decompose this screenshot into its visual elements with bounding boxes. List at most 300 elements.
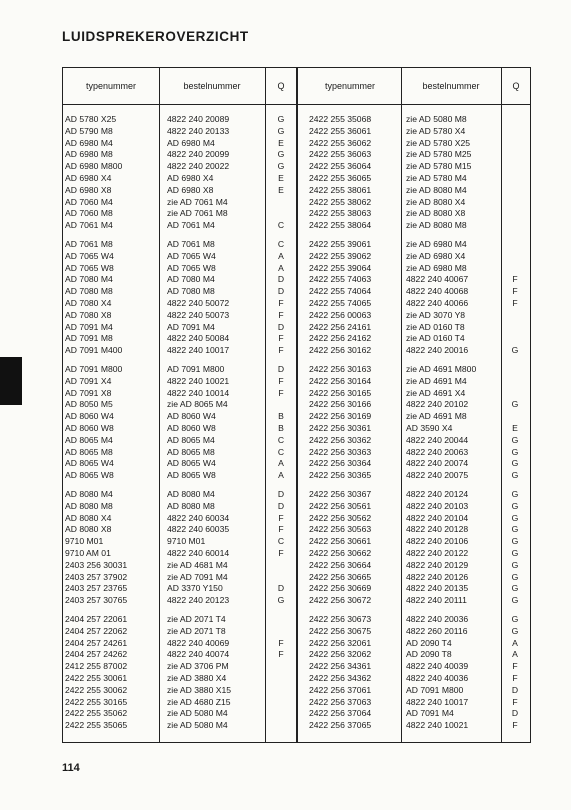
q-cell: C bbox=[277, 239, 285, 249]
table-row bbox=[63, 364, 530, 376]
bestelnummer-cell: 4822 240 20104 bbox=[406, 512, 469, 523]
typenummer-cell: 2422 255 74063 bbox=[309, 274, 372, 285]
bestelnummer-cell: 4822 240 20123 bbox=[167, 595, 230, 606]
typenummer-cell: AD 8065 W4 bbox=[65, 458, 114, 469]
typenummer-cell: 2422 256 30662 bbox=[309, 548, 372, 558]
table-row bbox=[63, 661, 530, 673]
q-cell: G bbox=[511, 536, 519, 547]
typenummer-cell: 2422 256 37065 bbox=[309, 720, 372, 731]
q-cell: G bbox=[511, 625, 519, 636]
q-cell: A bbox=[278, 470, 284, 481]
typenummer-cell: 2422 256 30363 bbox=[309, 446, 372, 457]
table-row bbox=[63, 251, 530, 263]
table-row bbox=[63, 708, 530, 720]
bestelnummer-cell: 4822 240 50072 bbox=[167, 298, 230, 308]
table-row bbox=[63, 524, 530, 536]
typenummer-cell: AD 8065 M4 bbox=[65, 434, 113, 445]
typenummer-cell: AD 8080 X8 bbox=[65, 524, 112, 535]
q-cell: F bbox=[512, 696, 518, 707]
bestelnummer-cell: zie AD 3070 Y8 bbox=[406, 309, 466, 320]
table-row bbox=[63, 548, 530, 560]
table-row bbox=[63, 614, 530, 626]
typenummer-cell: 9710 M01 bbox=[65, 536, 104, 547]
q-cell: C bbox=[277, 446, 285, 457]
typenummer-cell: 2422 255 39062 bbox=[309, 250, 372, 261]
bestelnummer-cell: 4822 240 20016 bbox=[406, 345, 469, 356]
q-cell: C bbox=[277, 434, 285, 445]
typenummer-cell: 2422 256 30361 bbox=[309, 423, 372, 433]
typenummer-cell: 2422 256 00063 bbox=[309, 309, 372, 320]
bestelnummer-cell: zie AD 5780 M25 bbox=[406, 149, 472, 160]
bestelnummer-cell: 4822 240 40074 bbox=[167, 649, 230, 660]
typenummer-cell: 2422 256 37061 bbox=[309, 684, 372, 695]
bestelnummer-cell: AD 8065 M4 bbox=[167, 434, 215, 445]
bestelnummer-cell: AD 8060 W4 bbox=[167, 411, 216, 422]
q-cell: F bbox=[278, 345, 284, 356]
q-cell: D bbox=[277, 364, 285, 374]
typenummer-cell: 2422 255 39064 bbox=[309, 262, 372, 273]
bestelnummer-cell: 4822 240 20126 bbox=[406, 571, 469, 582]
typenummer-cell: 2422 255 74065 bbox=[309, 298, 372, 308]
typenummer-cell: 2422 256 30665 bbox=[309, 571, 372, 582]
typenummer-cell: 2422 256 30163 bbox=[309, 364, 372, 374]
bestelnummer-cell: AD 7091 M800 bbox=[406, 684, 464, 695]
bestelnummer-cell: zie AD 8065 M4 bbox=[167, 399, 228, 410]
typenummer-cell: 2422 256 30664 bbox=[309, 559, 372, 570]
q-cell: G bbox=[511, 583, 519, 594]
bestelnummer-cell: AD 7091 M800 bbox=[167, 364, 225, 374]
bestelnummer-cell: 4822 240 40068 bbox=[406, 286, 469, 297]
typenummer-cell: 2422 255 38061 bbox=[309, 184, 372, 195]
header-typenummer-left: typenummer bbox=[85, 81, 137, 91]
typenummer-cell: 2422 255 35068 bbox=[309, 114, 372, 124]
bestelnummer-cell: 4822 240 20106 bbox=[406, 536, 469, 547]
bestelnummer-cell: zie AD 5780 M15 bbox=[406, 161, 472, 172]
table-row bbox=[63, 322, 530, 334]
q-cell: D bbox=[277, 321, 285, 332]
typenummer-cell: 2422 256 30166 bbox=[309, 399, 372, 410]
bestelnummer-cell: AD 6980 X4 bbox=[167, 173, 214, 183]
bestelnummer-cell: zie AD 4681 M4 bbox=[167, 559, 228, 570]
table-row bbox=[63, 345, 530, 357]
bestelnummer-cell: 4822 240 20075 bbox=[406, 470, 469, 481]
typenummer-cell: 2422 256 32062 bbox=[309, 649, 372, 660]
q-cell: F bbox=[512, 673, 518, 683]
typenummer-cell: AD 7091 X4 bbox=[65, 375, 112, 386]
q-cell: A bbox=[512, 637, 518, 648]
bestelnummer-cell: 4822 240 20102 bbox=[406, 399, 469, 410]
bestelnummer-cell: AD 8065 W8 bbox=[167, 470, 216, 481]
q-cell: F bbox=[512, 298, 518, 308]
table-row bbox=[63, 423, 530, 435]
table-row bbox=[63, 197, 530, 209]
q-cell: F bbox=[278, 333, 284, 344]
bestelnummer-cell: AD 8065 W4 bbox=[167, 458, 216, 469]
typenummer-cell: AD 8080 M8 bbox=[65, 500, 113, 511]
bestelnummer-cell: AD 3590 X4 bbox=[406, 423, 453, 433]
typenummer-cell: AD 7091 M400 bbox=[65, 345, 123, 356]
q-cell: C bbox=[277, 536, 285, 547]
bestelnummer-cell: AD 7065 W4 bbox=[167, 250, 216, 261]
q-cell: G bbox=[277, 114, 285, 124]
bestelnummer-cell: 4822 240 40067 bbox=[406, 274, 469, 285]
q-cell: G bbox=[511, 500, 519, 511]
typenummer-cell: 9710 AM 01 bbox=[65, 548, 111, 558]
q-cell: F bbox=[278, 637, 284, 648]
bestelnummer-cell: AD 7091 M4 bbox=[167, 321, 215, 332]
typenummer-cell: 2404 257 24262 bbox=[65, 649, 128, 660]
typenummer-cell: 2404 257 22061 bbox=[65, 614, 128, 624]
bestelnummer-cell: AD 7091 M4 bbox=[406, 708, 454, 719]
table-row bbox=[63, 470, 530, 482]
typenummer-cell: AD 7091 M800 bbox=[65, 364, 123, 374]
typenummer-cell: AD 5790 M8 bbox=[65, 125, 113, 136]
typenummer-cell: 2422 256 34362 bbox=[309, 673, 372, 683]
typenummer-cell: AD 7065 W4 bbox=[65, 250, 114, 261]
table-row bbox=[63, 399, 530, 411]
q-cell: D bbox=[277, 489, 285, 499]
table-row bbox=[63, 649, 530, 661]
bestelnummer-cell: AD 8080 M4 bbox=[167, 489, 215, 499]
bestelnummer-cell: AD 7065 W8 bbox=[167, 262, 216, 273]
bestelnummer-cell: AD 6980 X8 bbox=[167, 184, 214, 195]
typenummer-cell: AD 7065 W8 bbox=[65, 262, 114, 273]
table-row bbox=[63, 685, 530, 697]
bestelnummer-cell: 4822 240 20089 bbox=[167, 114, 230, 124]
table-row bbox=[63, 572, 530, 584]
q-cell: G bbox=[277, 149, 285, 160]
table-row bbox=[63, 333, 530, 345]
table-row bbox=[63, 239, 530, 251]
typenummer-cell: AD 7080 M4 bbox=[65, 274, 113, 285]
q-cell: B bbox=[278, 423, 284, 433]
page-number: 114 bbox=[62, 762, 80, 774]
typenummer-cell: 2422 256 37063 bbox=[309, 696, 372, 707]
bestelnummer-cell: 4822 240 20135 bbox=[406, 583, 469, 594]
q-cell: B bbox=[278, 411, 284, 422]
bestelnummer-cell: AD 8060 W8 bbox=[167, 423, 216, 433]
q-cell: C bbox=[277, 220, 285, 231]
typenummer-cell: 2422 255 36065 bbox=[309, 173, 372, 183]
table-row bbox=[63, 435, 530, 447]
table-row bbox=[63, 161, 530, 173]
table-row bbox=[63, 560, 530, 572]
typenummer-cell: AD 8065 W8 bbox=[65, 470, 114, 481]
q-cell: E bbox=[278, 184, 284, 195]
table-row bbox=[63, 501, 530, 513]
bestelnummer-cell: zie AD 4691 M4 bbox=[406, 375, 467, 386]
typenummer-cell: AD 5780 X25 bbox=[65, 114, 117, 124]
bestelnummer-cell: 4822 240 20111 bbox=[406, 595, 467, 606]
typenummer-cell: AD 6980 M800 bbox=[65, 161, 123, 172]
table-row bbox=[63, 376, 530, 388]
q-cell: F bbox=[278, 649, 284, 660]
table-row bbox=[63, 673, 530, 685]
typenummer-cell: 2422 256 30669 bbox=[309, 583, 372, 594]
table-row bbox=[63, 411, 530, 423]
thumb-index-marker bbox=[0, 357, 22, 405]
q-cell: G bbox=[511, 524, 519, 535]
header-bestelnummer-right: bestelnummer bbox=[422, 81, 480, 91]
q-cell: A bbox=[512, 649, 518, 660]
table-row bbox=[63, 310, 530, 322]
bestelnummer-cell: 4822 240 50073 bbox=[167, 309, 230, 320]
bestelnummer-cell: 4822 240 20103 bbox=[406, 500, 469, 511]
bestelnummer-cell: 4822 240 20124 bbox=[406, 489, 469, 499]
bestelnummer-cell: 9710 M01 bbox=[167, 536, 206, 547]
bestelnummer-cell: AD 7080 M8 bbox=[167, 286, 215, 297]
bestelnummer-cell: zie AD 5080 M8 bbox=[406, 114, 467, 124]
bestelnummer-cell: 4822 240 20122 bbox=[406, 548, 469, 558]
table-row bbox=[63, 185, 530, 197]
typenummer-cell: 2422 255 35065 bbox=[65, 720, 128, 731]
table-row bbox=[63, 595, 530, 607]
bestelnummer-cell: 4822 240 20128 bbox=[406, 524, 469, 535]
table-row bbox=[63, 274, 530, 286]
bestelnummer-cell: zie AD 6980 M8 bbox=[406, 262, 467, 273]
q-cell: G bbox=[511, 512, 519, 523]
q-cell: F bbox=[278, 524, 284, 535]
q-cell: D bbox=[511, 708, 519, 719]
typenummer-cell: AD 6980 M8 bbox=[65, 149, 113, 160]
bestelnummer-cell: AD 7061 M8 bbox=[167, 239, 215, 249]
bestelnummer-cell: zie AD 8080 X4 bbox=[406, 196, 466, 207]
q-cell: G bbox=[511, 345, 519, 356]
bestelnummer-cell: zie AD 4691 M800 bbox=[406, 364, 477, 374]
typenummer-cell: 2422 255 30061 bbox=[65, 673, 128, 683]
bestelnummer-cell: zie AD 3880 X15 bbox=[167, 684, 232, 695]
typenummer-cell: AD 7091 M8 bbox=[65, 333, 113, 344]
q-cell: F bbox=[278, 309, 284, 320]
typenummer-cell: 2422 256 30365 bbox=[309, 470, 372, 481]
header-q-right: Q bbox=[512, 81, 520, 91]
q-cell: E bbox=[278, 173, 284, 183]
bestelnummer-cell: 4822 240 20063 bbox=[406, 446, 469, 457]
table-row bbox=[63, 388, 530, 400]
table-row bbox=[63, 138, 530, 150]
typenummer-cell: 2422 255 38063 bbox=[309, 208, 372, 219]
header-q-left: Q bbox=[277, 81, 285, 91]
bestelnummer-cell: zie AD 7061 M4 bbox=[167, 196, 228, 207]
q-cell: G bbox=[511, 446, 519, 457]
table-row bbox=[63, 583, 530, 595]
bestelnummer-cell: zie AD 8080 X8 bbox=[406, 208, 466, 219]
typenummer-cell: 2422 256 32061 bbox=[309, 637, 372, 648]
bestelnummer-cell: 4822 240 40069 bbox=[167, 637, 230, 648]
typenummer-cell: 2422 256 30661 bbox=[309, 536, 372, 547]
typenummer-cell: AD 7060 M8 bbox=[65, 208, 113, 219]
bestelnummer-cell: zie AD 8080 M8 bbox=[406, 220, 467, 231]
typenummer-cell: AD 7060 M4 bbox=[65, 196, 113, 207]
q-cell: G bbox=[511, 458, 519, 469]
q-cell: E bbox=[278, 137, 284, 148]
table-row bbox=[63, 114, 530, 126]
q-cell: G bbox=[511, 489, 519, 499]
typenummer-cell: 2422 256 30364 bbox=[309, 458, 372, 469]
bestelnummer-cell: AD 3370 Y150 bbox=[167, 583, 223, 594]
q-cell: G bbox=[511, 595, 519, 606]
bestelnummer-cell: 4822 240 20036 bbox=[406, 614, 469, 624]
table-row bbox=[63, 489, 530, 501]
typenummer-cell: 2422 255 30165 bbox=[65, 696, 128, 707]
bestelnummer-cell: zie AD 5080 M4 bbox=[167, 720, 228, 731]
bestelnummer-cell: zie AD 7061 M8 bbox=[167, 208, 228, 219]
bestelnummer-cell: zie AD 5780 X4 bbox=[406, 125, 466, 136]
table-row bbox=[63, 263, 530, 275]
table-row bbox=[63, 208, 530, 220]
q-cell: D bbox=[277, 274, 285, 285]
bestelnummer-cell: 4822 240 10017 bbox=[167, 345, 230, 356]
q-cell: F bbox=[512, 286, 518, 297]
bestelnummer-cell: AD 8080 M8 bbox=[167, 500, 215, 511]
bestelnummer-cell: zie AD 7091 M4 bbox=[167, 571, 228, 582]
bestelnummer-cell: zie AD 0160 T4 bbox=[406, 333, 465, 344]
q-cell: A bbox=[278, 458, 284, 469]
bestelnummer-cell: zie AD 0160 T8 bbox=[406, 321, 465, 332]
header-typenummer-right: typenummer bbox=[324, 81, 376, 91]
q-cell: G bbox=[511, 571, 519, 582]
bestelnummer-cell: AD 2090 T4 bbox=[406, 637, 452, 648]
bestelnummer-cell: 4822 240 10021 bbox=[406, 720, 469, 731]
table-row bbox=[63, 697, 530, 709]
typenummer-cell: 2422 256 30563 bbox=[309, 524, 372, 535]
q-cell: G bbox=[511, 548, 519, 558]
typenummer-cell: 2422 255 36062 bbox=[309, 137, 372, 148]
typenummer-cell: 2422 256 30162 bbox=[309, 345, 372, 356]
q-cell: A bbox=[278, 250, 284, 261]
typenummer-cell: 2403 257 30765 bbox=[65, 595, 128, 606]
table-row bbox=[63, 536, 530, 548]
bestelnummer-cell: 4822 240 20099 bbox=[167, 149, 230, 160]
q-cell: D bbox=[277, 583, 285, 594]
q-cell: G bbox=[511, 434, 519, 445]
typenummer-cell: 2422 255 36061 bbox=[309, 125, 372, 136]
typenummer-cell: 2422 256 30672 bbox=[309, 595, 372, 606]
bestelnummer-cell: AD 6980 M4 bbox=[167, 137, 215, 148]
table-row bbox=[63, 447, 530, 459]
typenummer-cell: 2422 256 30362 bbox=[309, 434, 372, 445]
typenummer-cell: 2403 257 37902 bbox=[65, 571, 128, 582]
q-cell: F bbox=[512, 661, 518, 672]
typenummer-cell: AD 6980 X4 bbox=[65, 173, 112, 183]
q-cell: D bbox=[277, 500, 285, 511]
typenummer-cell: AD 7091 M4 bbox=[65, 321, 113, 332]
typenummer-cell: AD 8080 M4 bbox=[65, 489, 113, 499]
q-cell: G bbox=[277, 595, 285, 606]
typenummer-cell: 2412 255 87002 bbox=[65, 661, 128, 672]
typenummer-cell: 2422 256 24162 bbox=[309, 333, 372, 344]
q-cell: G bbox=[277, 125, 285, 136]
bestelnummer-cell: AD 2090 T8 bbox=[406, 649, 452, 660]
table-row bbox=[63, 298, 530, 310]
typenummer-cell: 2404 257 22062 bbox=[65, 625, 128, 636]
typenummer-cell: 2422 256 30675 bbox=[309, 625, 372, 636]
bestelnummer-cell: zie AD 6980 X4 bbox=[406, 250, 466, 261]
table-row bbox=[63, 638, 530, 650]
typenummer-cell: 2422 256 30164 bbox=[309, 375, 372, 386]
typenummer-cell: 2422 255 74064 bbox=[309, 286, 372, 297]
bestelnummer-cell: 4822 240 40066 bbox=[406, 298, 469, 308]
table-row bbox=[63, 126, 530, 138]
table-row bbox=[63, 220, 530, 232]
typenummer-cell: AD 6980 X8 bbox=[65, 184, 112, 195]
q-cell: F bbox=[512, 720, 518, 731]
typenummer-cell: 2422 256 24161 bbox=[309, 321, 372, 332]
typenummer-cell: AD 7061 M8 bbox=[65, 239, 113, 249]
bestelnummer-cell: zie AD 5080 M4 bbox=[167, 708, 228, 719]
q-cell: F bbox=[512, 274, 518, 285]
bestelnummer-cell: zie AD 4691 M8 bbox=[406, 411, 467, 422]
q-cell: F bbox=[278, 298, 284, 308]
bestelnummer-cell: 4822 240 60034 bbox=[167, 512, 230, 523]
bestelnummer-cell: 4822 240 50084 bbox=[167, 333, 230, 344]
typenummer-cell: 2422 256 30673 bbox=[309, 614, 372, 624]
table-row bbox=[63, 286, 530, 298]
typenummer-cell: 2422 256 30562 bbox=[309, 512, 372, 523]
typenummer-cell: AD 6980 M4 bbox=[65, 137, 113, 148]
bestelnummer-cell: 4822 240 40039 bbox=[406, 661, 469, 672]
q-cell: E bbox=[512, 423, 518, 433]
bestelnummer-cell: 4822 240 10014 bbox=[167, 387, 230, 398]
q-cell: F bbox=[278, 512, 284, 523]
typenummer-cell: AD 8050 M5 bbox=[65, 399, 113, 410]
typenummer-cell: 2403 256 30031 bbox=[65, 559, 128, 570]
bestelnummer-cell: 4822 240 40036 bbox=[406, 673, 469, 683]
bestelnummer-cell: zie AD 4691 X4 bbox=[406, 387, 466, 398]
typenummer-cell: 2404 257 24261 bbox=[65, 637, 128, 648]
typenummer-cell: 2422 256 30169 bbox=[309, 411, 372, 422]
page-title: LUIDSPREKEROVERZICHT bbox=[62, 29, 249, 44]
table-body bbox=[63, 104, 530, 744]
typenummer-cell: 2422 255 39061 bbox=[309, 239, 372, 249]
table-row bbox=[63, 720, 530, 732]
bestelnummer-cell: 4822 240 20044 bbox=[406, 434, 469, 445]
q-cell: G bbox=[511, 559, 519, 570]
typenummer-cell: 2422 256 37064 bbox=[309, 708, 372, 719]
bestelnummer-cell: 4822 240 20129 bbox=[406, 559, 469, 570]
typenummer-cell: 2422 255 38062 bbox=[309, 196, 372, 207]
typenummer-cell: AD 8080 X4 bbox=[65, 512, 112, 523]
bestelnummer-cell: 4822 240 10021 bbox=[167, 375, 230, 386]
typenummer-cell: 2422 256 30367 bbox=[309, 489, 372, 499]
bestelnummer-cell: AD 7061 M4 bbox=[167, 220, 215, 231]
bestelnummer-cell: zie AD 6980 M4 bbox=[406, 239, 467, 249]
typenummer-cell: AD 7061 M4 bbox=[65, 220, 113, 231]
bestelnummer-cell: zie AD 2071 T4 bbox=[167, 614, 226, 624]
bestelnummer-cell: zie AD 5780 M4 bbox=[406, 173, 467, 183]
q-cell: A bbox=[278, 262, 284, 273]
q-cell: G bbox=[511, 614, 519, 624]
bestelnummer-cell: 4822 240 60035 bbox=[167, 524, 230, 535]
q-cell: F bbox=[278, 375, 284, 386]
bestelnummer-cell: AD 7080 M4 bbox=[167, 274, 215, 285]
table-row bbox=[63, 173, 530, 185]
bestelnummer-cell: zie AD 5780 X25 bbox=[406, 137, 471, 148]
typenummer-cell: 2422 255 36064 bbox=[309, 161, 372, 172]
typenummer-cell: 2403 257 23765 bbox=[65, 583, 128, 594]
typenummer-cell: 2422 255 30062 bbox=[65, 684, 128, 695]
q-cell: F bbox=[278, 548, 284, 558]
bestelnummer-cell: 4822 240 60014 bbox=[167, 548, 230, 558]
bestelnummer-cell: zie AD 2071 T8 bbox=[167, 625, 226, 636]
typenummer-cell: 2422 255 35062 bbox=[65, 708, 128, 719]
q-cell: D bbox=[277, 286, 285, 297]
typenummer-cell: AD 8060 W8 bbox=[65, 423, 114, 433]
table-row bbox=[63, 513, 530, 525]
bestelnummer-cell: zie AD 8080 M4 bbox=[406, 184, 467, 195]
typenummer-cell: AD 8060 W4 bbox=[65, 411, 114, 422]
typenummer-cell: AD 7080 X4 bbox=[65, 298, 112, 308]
